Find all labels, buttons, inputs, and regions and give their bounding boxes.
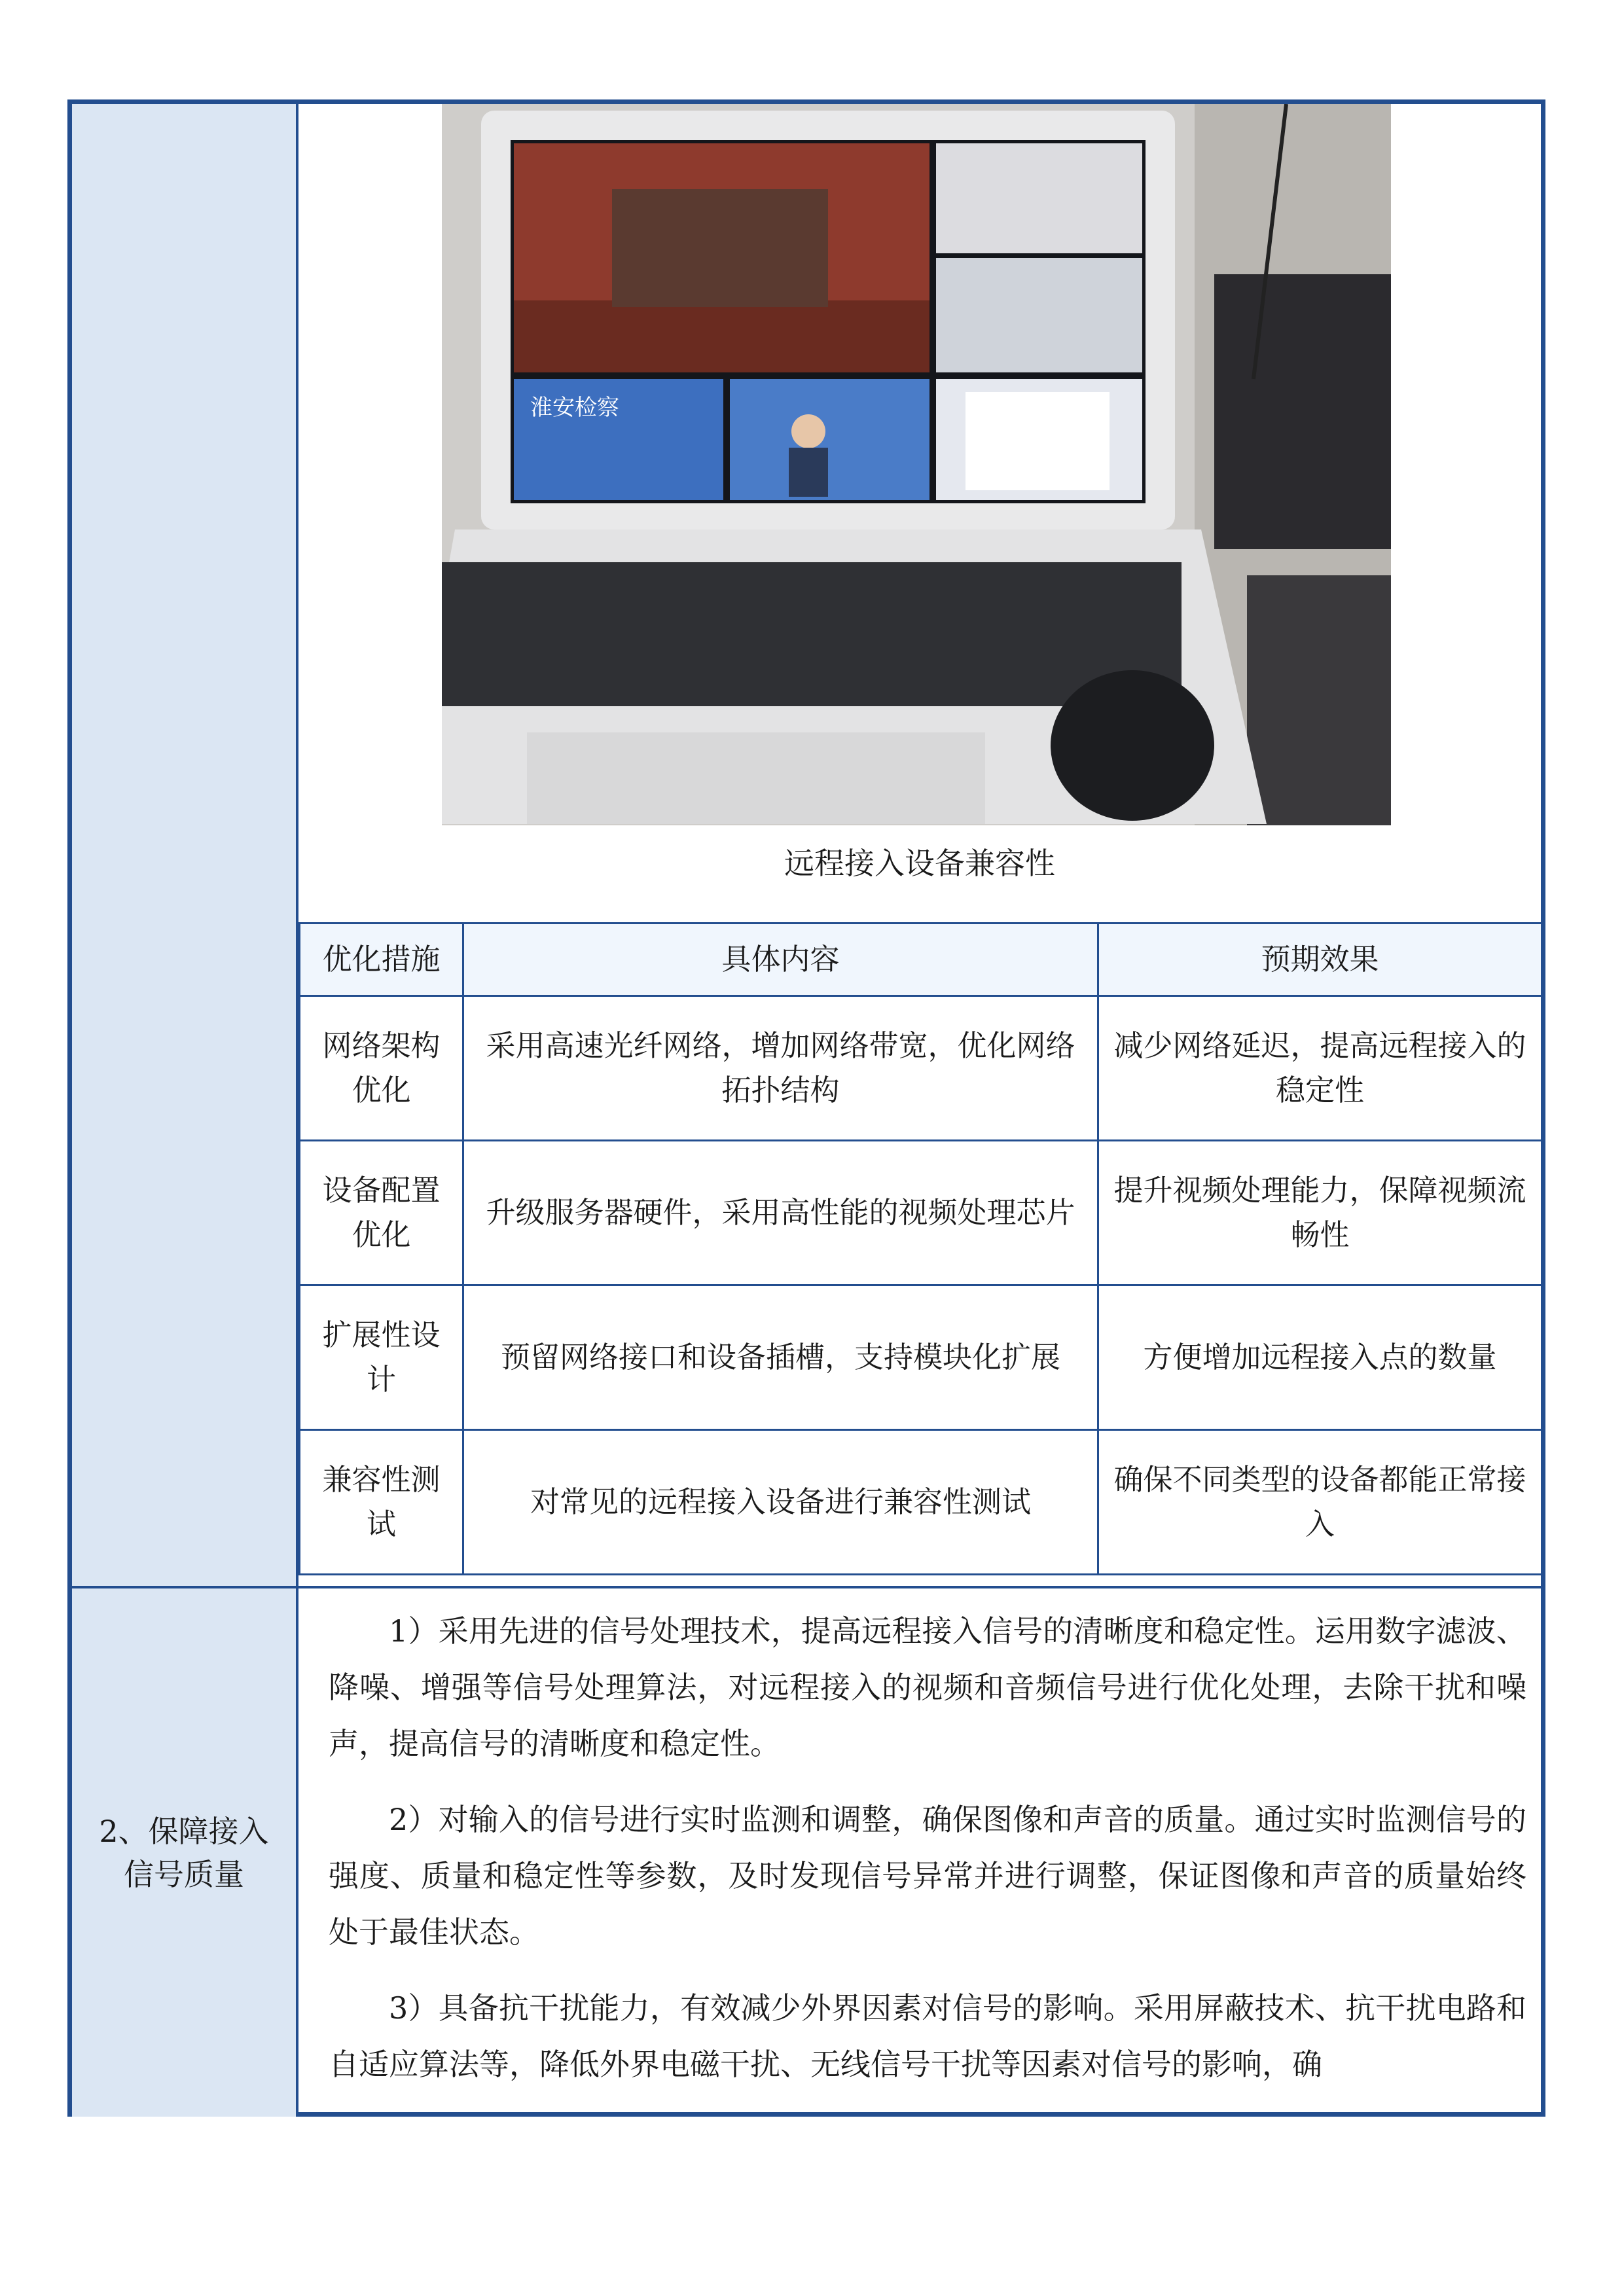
row-measure: 网络架构优化 bbox=[300, 996, 463, 1141]
row-measure: 设备配置优化 bbox=[300, 1141, 463, 1285]
header-effect: 预期效果 bbox=[1098, 924, 1542, 996]
row-content: 预留网络接口和设备插槽，支持模块化扩展 bbox=[463, 1285, 1098, 1430]
table-header-row bbox=[300, 924, 1542, 996]
row-effect: 提升视频处理能力，保障视频流畅性 bbox=[1098, 1141, 1542, 1285]
row-effect: 减少网络延迟，提高远程接入的稳定性 bbox=[1098, 996, 1542, 1141]
table-row bbox=[300, 1141, 1542, 1285]
row-effect: 确保不同类型的设备都能正常接入 bbox=[1098, 1430, 1542, 1575]
section2-label-cell bbox=[72, 1588, 296, 2117]
content-frame bbox=[67, 99, 1545, 2117]
paragraph: 3）具备抗干扰能力，有效减少外界因素对信号的影响。采用屏蔽技术、抗干扰电路和自适应算法等，降低外界电磁干扰、无线信号干扰等因素对信号的影响，确 bbox=[329, 1990, 1526, 2082]
row-content: 升级服务器硬件，采用高性能的视频处理芯片 bbox=[463, 1141, 1098, 1285]
optimization-table bbox=[298, 922, 1543, 1575]
row-measure: 兼容性测试 bbox=[300, 1430, 463, 1575]
header-content: 具体内容 bbox=[463, 924, 1098, 996]
row-content: 对常见的远程接入设备进行兼容性测试 bbox=[463, 1430, 1098, 1575]
figure-caption: 远程接入设备兼容性 bbox=[784, 846, 1055, 881]
section2-label: 2、保障接入信号质量 bbox=[99, 1813, 269, 1892]
section1-label-cell bbox=[72, 104, 296, 1586]
screen-label: 淮安检察 bbox=[530, 395, 619, 421]
table-row bbox=[300, 996, 1542, 1141]
paragraph: 2）对输入的信号进行实时监测和调整，确保图像和声音的质量。通过实时监测信号的强度、质量和稳定性等参数，及时发现信号异常并进行调整，保证图像和声音的质量始终处于最佳状态。 bbox=[329, 1802, 1526, 1950]
row-effect: 方便增加远程接入点的数量 bbox=[1098, 1285, 1542, 1430]
table-row bbox=[300, 1430, 1542, 1575]
header-measure: 优化措施 bbox=[300, 924, 463, 996]
paragraph: 1）采用先进的信号处理技术，提高远程接入信号的清晰度和稳定性。运用数字滤波、降噪、增强等信号处理算法，对远程接入的视频和音频信号进行优化处理，去除干扰和噪声，提高信号的清晰度和稳定性。 bbox=[329, 1613, 1526, 1761]
laptop-photo bbox=[442, 104, 1391, 825]
laptop-illustration bbox=[442, 104, 1391, 825]
row-content: 采用高速光纤网络，增加网络带宽，优化网络拓扑结构 bbox=[463, 996, 1098, 1141]
row-measure: 扩展性设计 bbox=[300, 1285, 463, 1430]
table-row bbox=[300, 1285, 1542, 1430]
section2-body bbox=[329, 1603, 1526, 2112]
